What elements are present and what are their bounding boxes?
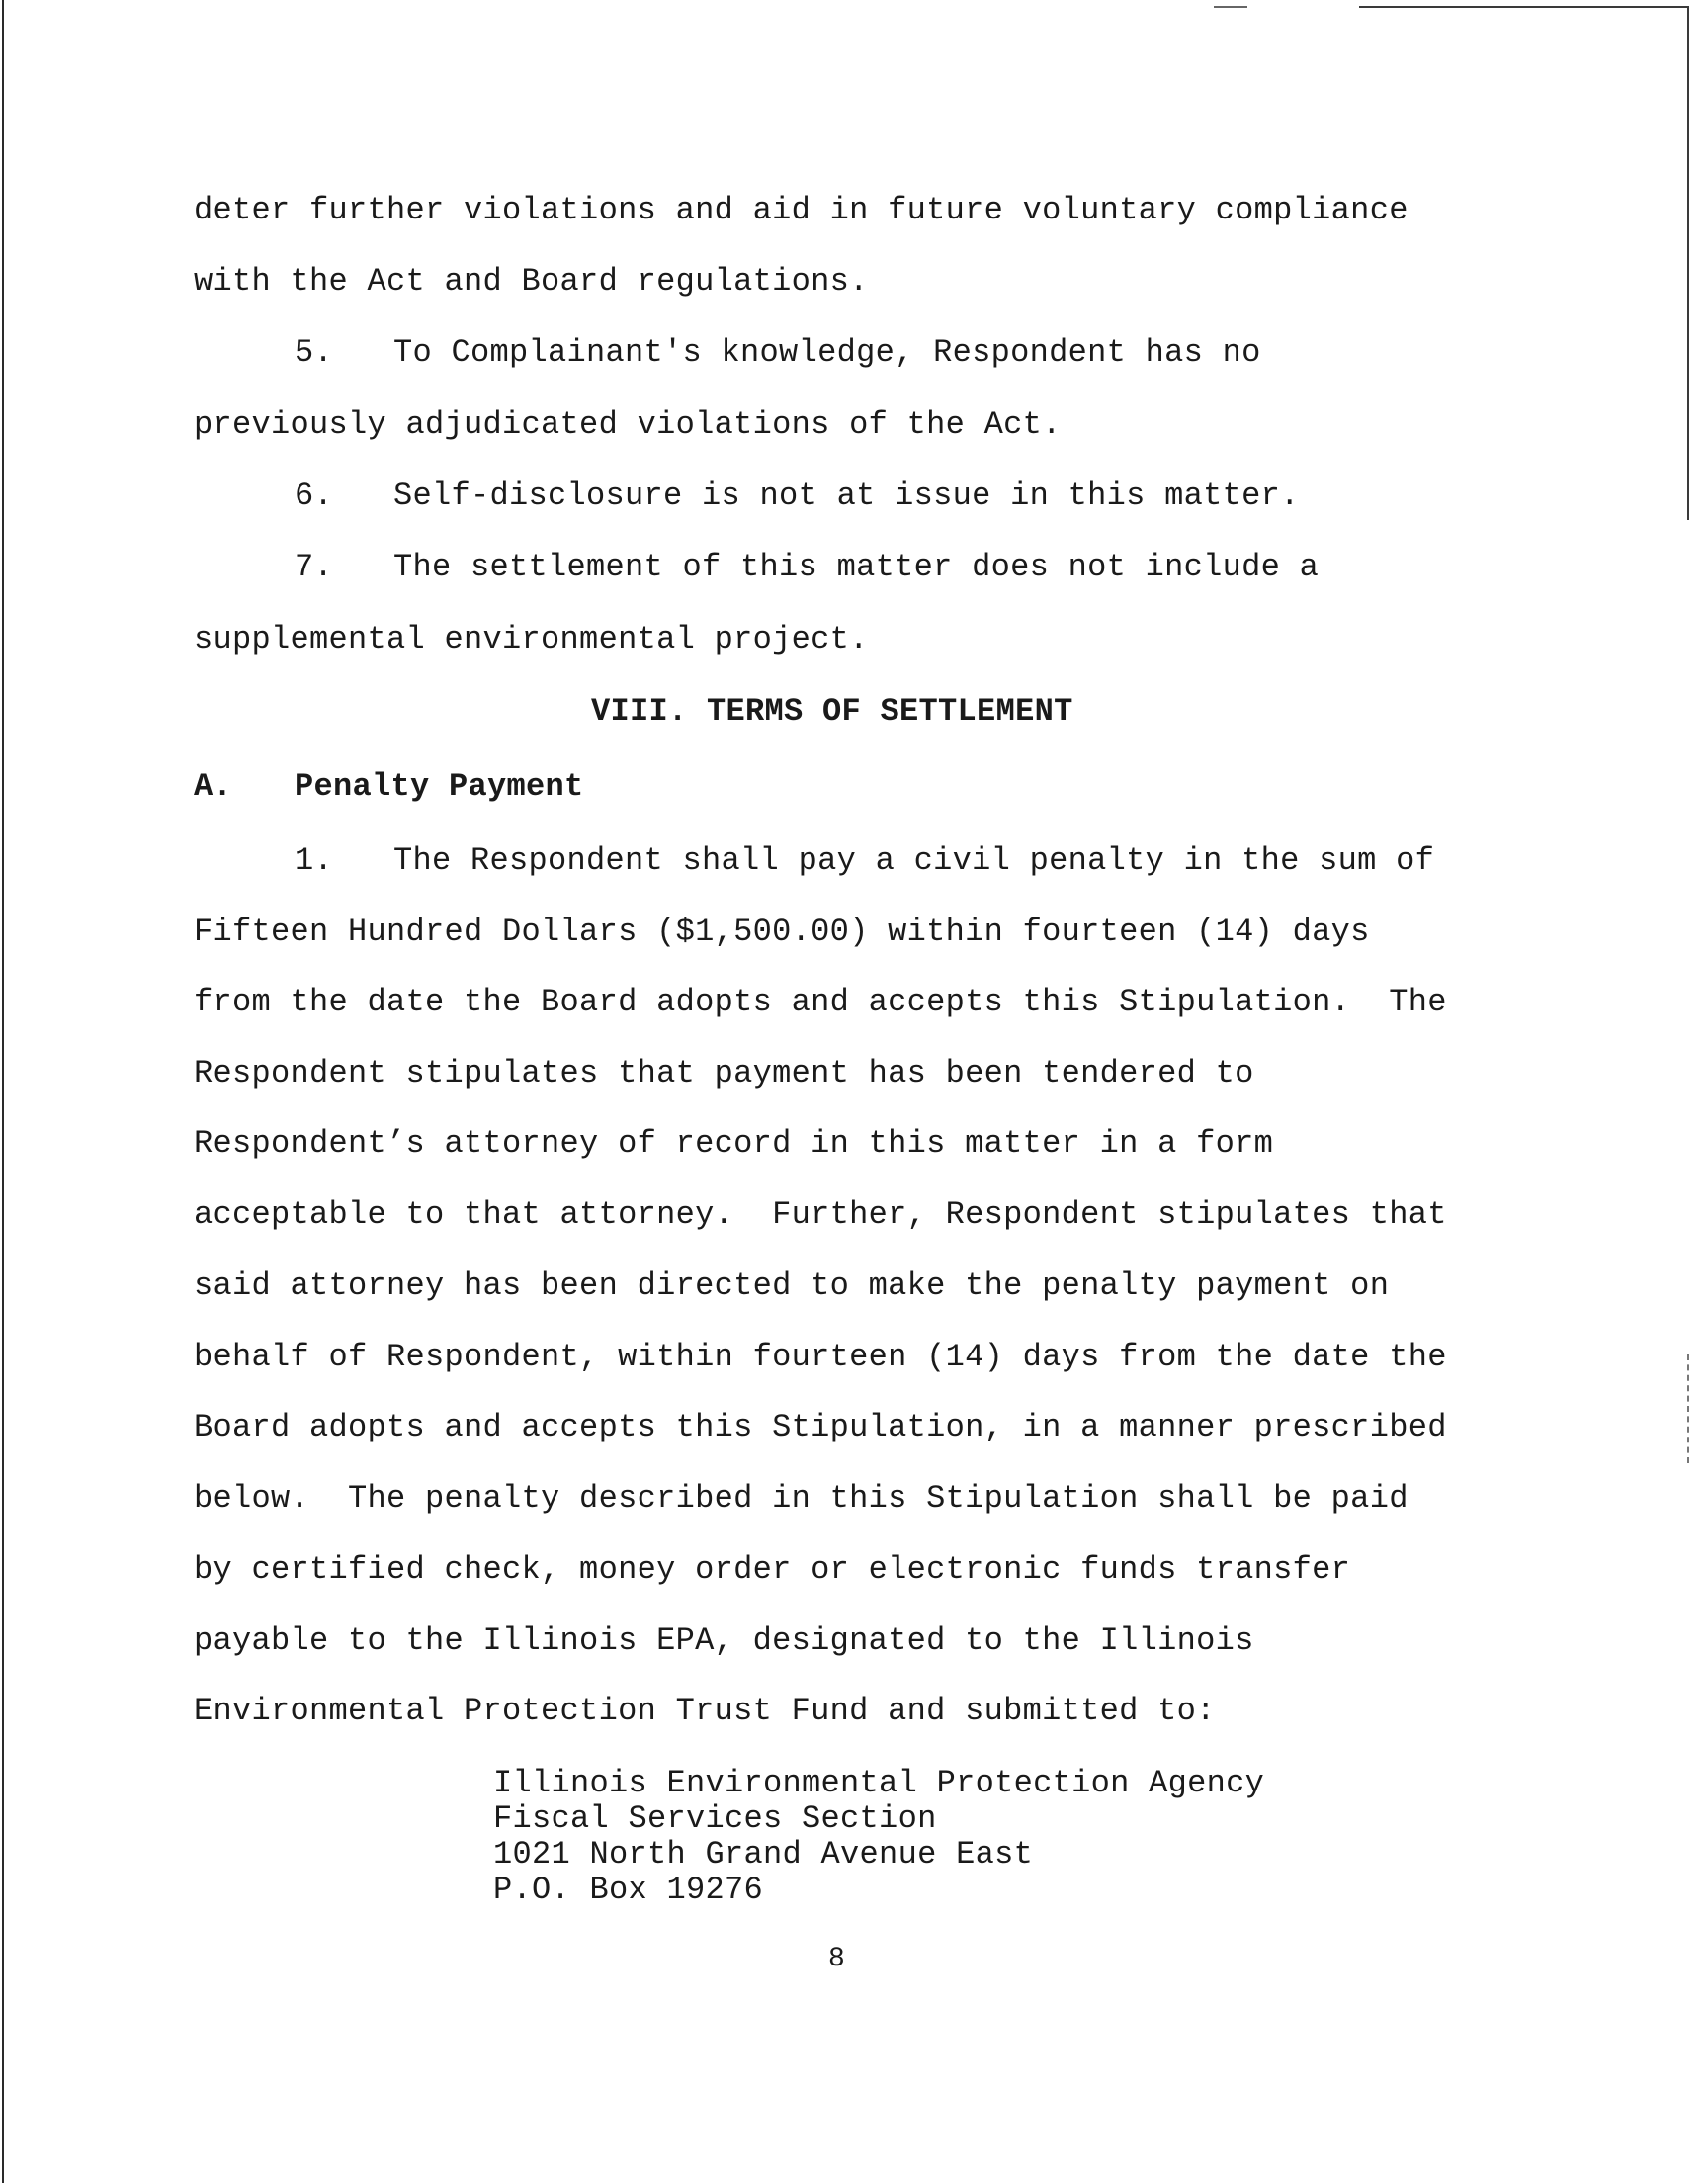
scan-top-line — [1359, 6, 1689, 8]
item-number: 6. — [295, 478, 334, 514]
penalty-line: payable to the Illinois EPA, designated to the Illinois — [194, 1622, 1254, 1659]
penalty-line: acceptable to that attorney. Further, Respondent stipulates that — [194, 1196, 1447, 1233]
page-number: 8 — [828, 1944, 845, 1974]
penalty-line: The Respondent shall pay a civil penalty in the sum of — [393, 842, 1435, 879]
item-number: 7. — [295, 549, 334, 585]
address-line: Fiscal Services Section — [493, 1800, 937, 1837]
address-line: Illinois Environmental Protection Agency — [493, 1765, 1265, 1801]
penalty-line: Board adopts and accepts this Stipulation, in a manner prescribed — [194, 1409, 1447, 1445]
item-5-line-2: previously adjudicated violations of the Act. — [194, 406, 1062, 443]
penalty-line: Fifteen Hundred Dollars ($1,500.00) within fourteen (14) days — [194, 914, 1370, 950]
address-line: 1021 North Grand Avenue East — [493, 1836, 1034, 1873]
penalty-line: from the date the Board adopts and accepts this Stipulation. The — [194, 984, 1447, 1020]
paragraph-number: 1. — [295, 842, 334, 879]
penalty-line: below. The penalty described in this Stipulation shall be paid — [194, 1480, 1409, 1517]
section-heading: VIII. TERMS OF SETTLEMENT — [591, 693, 1073, 730]
item-number: 5. — [295, 334, 334, 371]
penalty-line: by certified check, money order or electronic funds transfer — [194, 1551, 1351, 1588]
penalty-line: behalf of Respondent, within fourteen (14) days from the date the — [194, 1339, 1447, 1375]
subsection-letter: A. — [194, 768, 233, 805]
address-line: P.O. Box 19276 — [493, 1872, 764, 1908]
penalty-line: said attorney has been directed to make the penalty payment on — [194, 1267, 1390, 1304]
penalty-line: Respondent’s attorney of record in this matter in a form — [194, 1125, 1274, 1162]
item-6-line-1: Self-disclosure is not at issue in this matter. — [393, 478, 1300, 514]
continuation-line-1: deter further violations and aid in future voluntary compliance — [194, 192, 1409, 228]
penalty-line: Environmental Protection Trust Fund and submitted to: — [194, 1693, 1216, 1729]
scan-edge-left — [2, 0, 4, 2183]
subsection-title: Penalty Payment — [295, 768, 584, 805]
penalty-line: Respondent stipulates that payment has been tendered to — [194, 1055, 1254, 1092]
scan-top-dash — [1214, 6, 1247, 8]
item-7-line-2: supplemental environmental project. — [194, 621, 869, 657]
continuation-line-2: with the Act and Board regulations. — [194, 263, 869, 300]
item-7-line-1: The settlement of this matter does not include a — [393, 549, 1320, 585]
item-5-line-1: To Complainant's knowledge, Respondent has no — [393, 334, 1261, 371]
scan-edge-right — [1687, 6, 1689, 520]
scan-edge-right-dashed — [1687, 1354, 1690, 1463]
